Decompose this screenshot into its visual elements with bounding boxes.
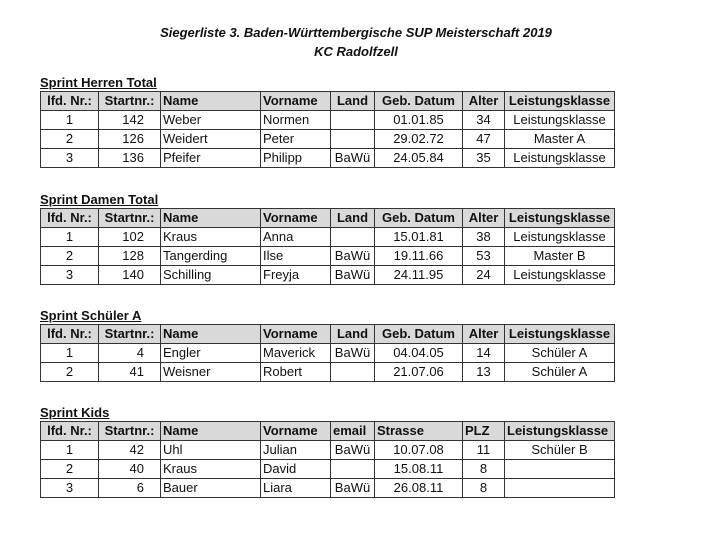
table-header-row <box>41 92 615 111</box>
table-cell: 24.05.84 <box>375 149 463 168</box>
table-header-row <box>41 325 615 344</box>
table-cell: 42 <box>99 441 161 460</box>
table-row <box>41 344 615 363</box>
table-cell: 34 <box>463 111 505 130</box>
column-header: Name <box>161 92 261 111</box>
column-header: Startnr.: <box>99 92 161 111</box>
table-cell: 102 <box>99 228 161 247</box>
table-cell: 3 <box>41 149 99 168</box>
table-cell <box>505 460 615 479</box>
section-title: Sprint Herren Total <box>40 75 157 90</box>
result-section <box>40 192 615 285</box>
table-cell: Schüler A <box>505 344 615 363</box>
document-subtitle: KC Radolfzell <box>314 44 398 59</box>
result-section <box>40 405 615 498</box>
column-header: Land <box>331 209 375 228</box>
table-cell: 8 <box>463 460 505 479</box>
table-cell: Philipp <box>261 149 331 168</box>
results-table <box>40 208 615 285</box>
table-cell: 4 <box>99 344 161 363</box>
table-cell: BaWü <box>331 441 375 460</box>
table-cell: 04.04.05 <box>375 344 463 363</box>
column-header: Geb. Datum <box>375 209 463 228</box>
column-header: Leistungsklasse <box>505 209 615 228</box>
table-cell: Anna <box>261 228 331 247</box>
table-cell: 15.08.11 <box>375 460 463 479</box>
column-header: Land <box>331 92 375 111</box>
table-cell: Uhl <box>161 441 261 460</box>
table-cell: Robert <box>261 363 331 382</box>
table-cell: Weisner <box>161 363 261 382</box>
table-cell: 41 <box>99 363 161 382</box>
column-header: lfd. Nr.: <box>41 209 99 228</box>
table-cell: 21.07.06 <box>375 363 463 382</box>
table-cell: 29.02.72 <box>375 130 463 149</box>
table-cell: Master B <box>505 247 615 266</box>
table-cell: Kraus <box>161 460 261 479</box>
table-cell: Bauer <box>161 479 261 498</box>
table-row <box>41 460 615 479</box>
column-header: lfd. Nr.: <box>41 325 99 344</box>
table-cell: Freyja <box>261 266 331 285</box>
table-cell: 2 <box>41 363 99 382</box>
table-cell: 24 <box>463 266 505 285</box>
table-cell <box>331 460 375 479</box>
table-cell: 3 <box>41 479 99 498</box>
table-cell: Engler <box>161 344 261 363</box>
results-table <box>40 91 615 168</box>
table-cell: 47 <box>463 130 505 149</box>
table-cell: 19.11.66 <box>375 247 463 266</box>
table-row <box>41 266 615 285</box>
column-header: Alter <box>463 209 505 228</box>
table-cell: Peter <box>261 130 331 149</box>
table-cell: 53 <box>463 247 505 266</box>
table-cell: Leistungsklasse <box>505 266 615 285</box>
table-cell: 126 <box>99 130 161 149</box>
table-cell: Schilling <box>161 266 261 285</box>
table-cell: 6 <box>99 479 161 498</box>
table-cell: BaWü <box>331 479 375 498</box>
result-section <box>40 75 615 168</box>
column-header: Leistungsklasse <box>505 92 615 111</box>
table-cell: Kraus <box>161 228 261 247</box>
table-cell <box>505 479 615 498</box>
table-cell: BaWü <box>331 266 375 285</box>
table-row <box>41 363 615 382</box>
table-cell: 14 <box>463 344 505 363</box>
table-cell: Weidert <box>161 130 261 149</box>
column-header: Vorname <box>261 209 331 228</box>
table-cell: BaWü <box>331 247 375 266</box>
column-header: Geb. Datum <box>375 325 463 344</box>
column-header: Startnr.: <box>99 325 161 344</box>
table-cell: 38 <box>463 228 505 247</box>
table-cell: Leistungsklasse <box>505 228 615 247</box>
table-cell: Master A <box>505 130 615 149</box>
table-cell: 1 <box>41 228 99 247</box>
table-cell: 15.01.81 <box>375 228 463 247</box>
table-cell: Pfeifer <box>161 149 261 168</box>
table-cell: Julian <box>261 441 331 460</box>
table-cell <box>331 111 375 130</box>
column-header: Geb. Datum <box>375 92 463 111</box>
table-cell: 142 <box>99 111 161 130</box>
table-cell: 26.08.11 <box>375 479 463 498</box>
table-cell: 24.11.95 <box>375 266 463 285</box>
table-cell: 10.07.08 <box>375 441 463 460</box>
column-header: Startnr.: <box>99 209 161 228</box>
column-header: Leistungsklasse <box>505 422 615 441</box>
table-cell: 3 <box>41 266 99 285</box>
table-cell: 128 <box>99 247 161 266</box>
section-title: Sprint Kids <box>40 405 110 420</box>
table-cell: Tangerding <box>161 247 261 266</box>
table-row <box>41 130 615 149</box>
table-cell: 13 <box>463 363 505 382</box>
column-header: email <box>331 422 375 441</box>
table-cell: 2 <box>41 247 99 266</box>
column-header: lfd. Nr.: <box>41 92 99 111</box>
column-header: Name <box>161 325 261 344</box>
table-cell: 1 <box>41 111 99 130</box>
table-cell: 40 <box>99 460 161 479</box>
table-header-row <box>41 209 615 228</box>
column-header: Land <box>331 325 375 344</box>
column-header: Name <box>161 209 261 228</box>
table-cell: 1 <box>41 441 99 460</box>
table-row <box>41 441 615 460</box>
table-row <box>41 111 615 130</box>
column-header: lfd. Nr.: <box>41 422 99 441</box>
table-cell: 01.01.85 <box>375 111 463 130</box>
table-cell <box>331 130 375 149</box>
table-cell: 136 <box>99 149 161 168</box>
table-cell: 140 <box>99 266 161 285</box>
table-cell: BaWü <box>331 344 375 363</box>
table-cell: Maverick <box>261 344 331 363</box>
table-cell <box>331 363 375 382</box>
table-row <box>41 247 615 266</box>
table-cell: Weber <box>161 111 261 130</box>
table-cell: Liara <box>261 479 331 498</box>
table-cell: Schüler A <box>505 363 615 382</box>
table-cell: Schüler B <box>505 441 615 460</box>
column-header: Vorname <box>261 325 331 344</box>
table-row <box>41 149 615 168</box>
table-cell: 2 <box>41 460 99 479</box>
table-row <box>41 479 615 498</box>
table-cell: Ilse <box>261 247 331 266</box>
document-title: Siegerliste 3. Baden-Württembergische SUP Meisterschaft 2019 <box>160 25 552 40</box>
section-title: Sprint Schüler A <box>40 308 142 323</box>
column-header: PLZ <box>463 422 505 441</box>
column-header: Alter <box>463 325 505 344</box>
results-table <box>40 421 615 498</box>
column-header: Name <box>161 422 261 441</box>
table-row <box>41 228 615 247</box>
table-cell: 2 <box>41 130 99 149</box>
column-header: Strasse <box>375 422 463 441</box>
table-cell: 11 <box>463 441 505 460</box>
table-cell: Normen <box>261 111 331 130</box>
table-cell <box>331 228 375 247</box>
column-header: Leistungsklasse <box>505 325 615 344</box>
section-title: Sprint Damen Total <box>40 192 159 207</box>
results-table <box>40 324 615 382</box>
table-cell: 8 <box>463 479 505 498</box>
table-cell: Leistungsklasse <box>505 149 615 168</box>
table-cell: David <box>261 460 331 479</box>
table-header-row <box>41 422 615 441</box>
column-header: Vorname <box>261 92 331 111</box>
result-section <box>40 308 615 382</box>
column-header: Startnr.: <box>99 422 161 441</box>
column-header: Vorname <box>261 422 331 441</box>
table-cell: BaWü <box>331 149 375 168</box>
table-cell: 35 <box>463 149 505 168</box>
table-cell: 1 <box>41 344 99 363</box>
table-cell: Leistungsklasse <box>505 111 615 130</box>
column-header: Alter <box>463 92 505 111</box>
